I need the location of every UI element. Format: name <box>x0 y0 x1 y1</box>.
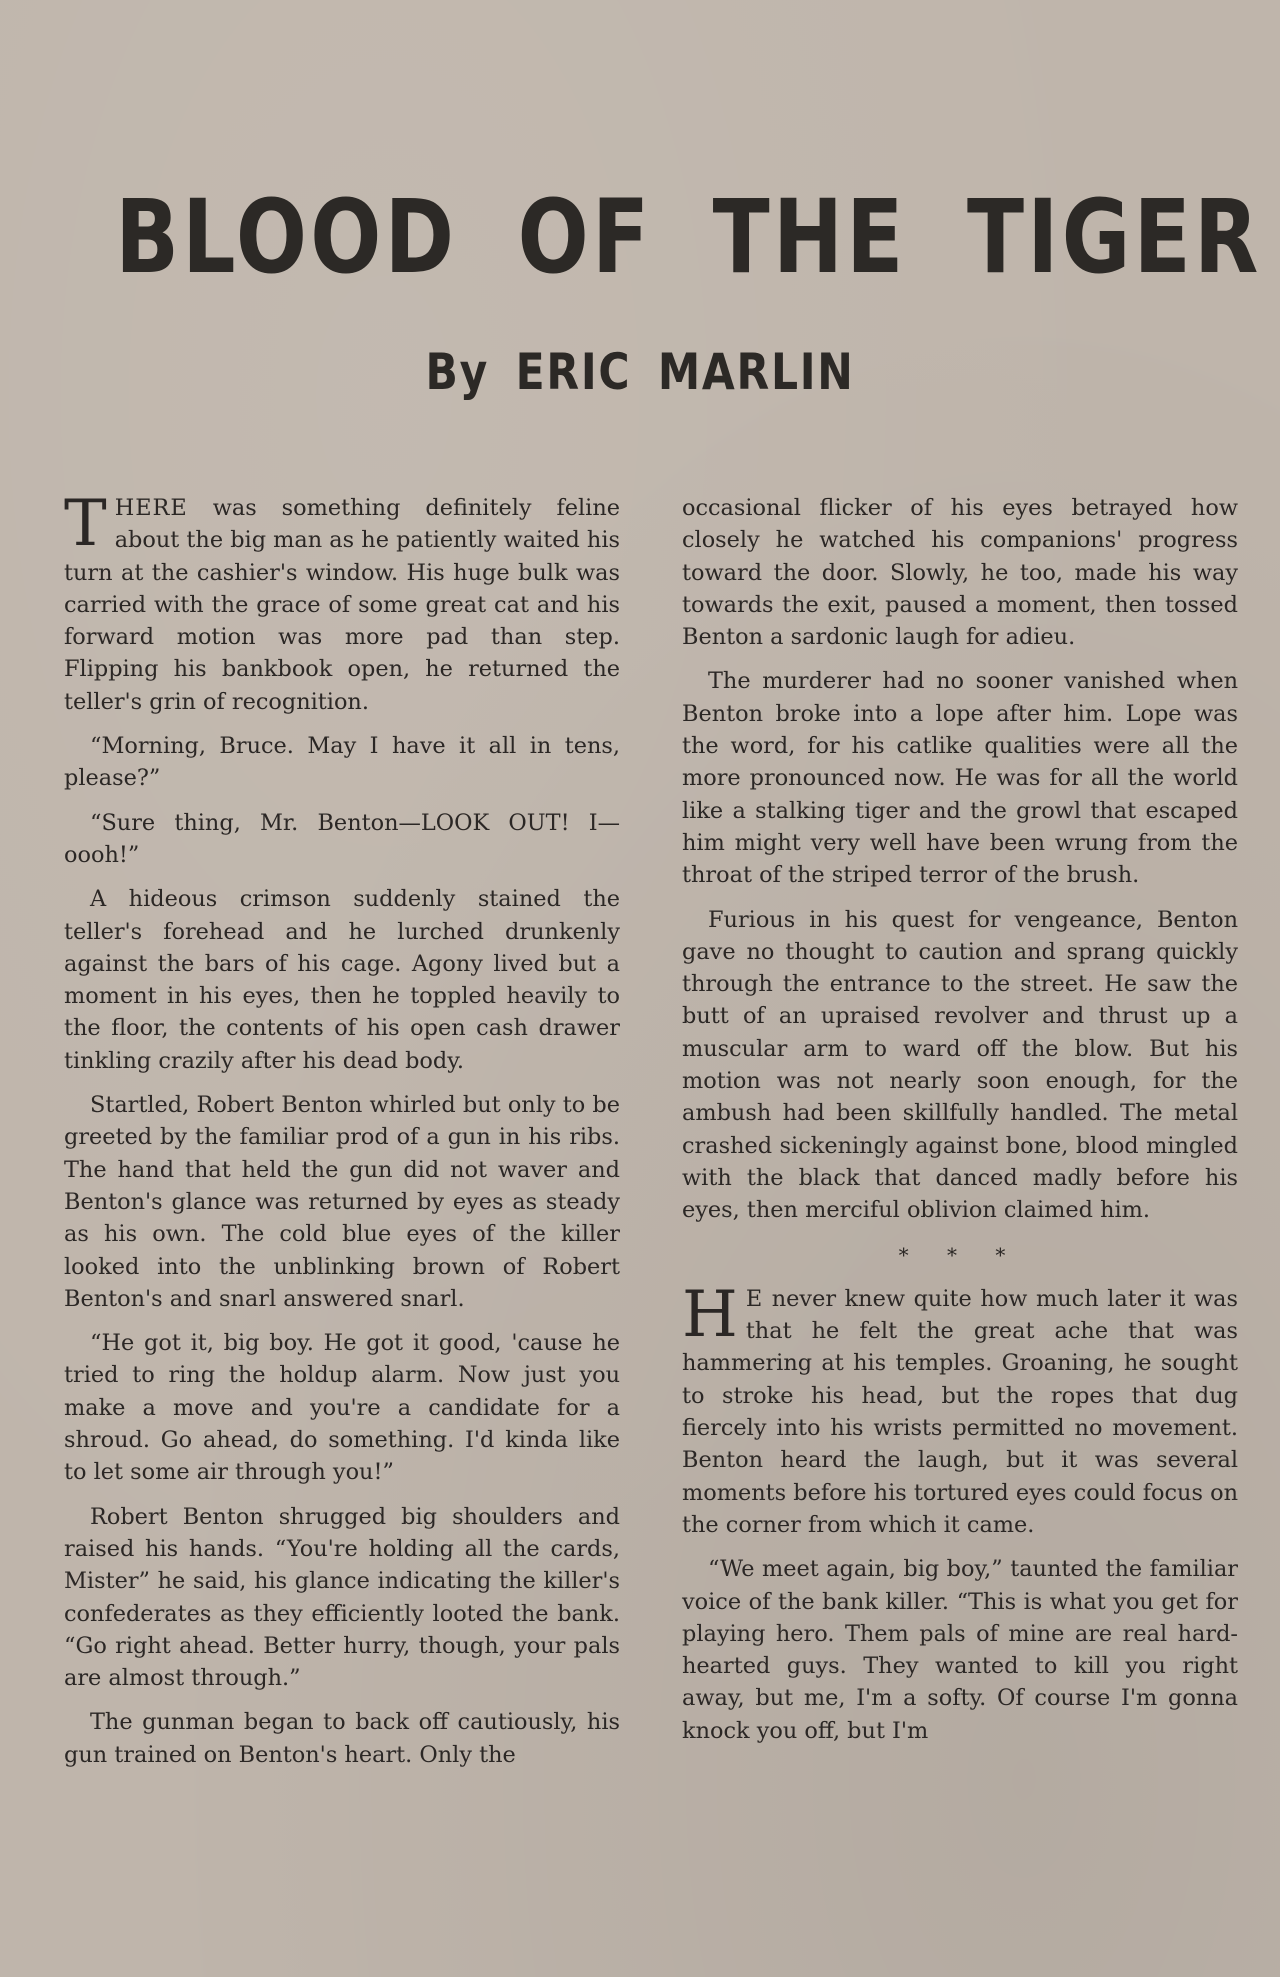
drop-cap: H <box>682 1277 738 1352</box>
section-separator: * * * <box>898 1242 1022 1267</box>
lead-caps: HERE <box>114 495 188 521</box>
paragraph-continued: occasional flicker of his eyes betrayed how closely he watched his companions' progress toward the door. Slowly, he too, made his way towards the exit, paused a moment, then tossed Benton a sardonic laugh for adieu. <box>682 495 1238 651</box>
paragraph-2: The murderer had no sooner vanished when Benton broke into a lope after him. Lope was the word, for his catlike qualities were all the more pronounced now. He was for all the world like a stalking tiger and the growl that escaped him might very well have been wrung from the throat of the striped terror of the brush. <box>682 668 1238 889</box>
paragraph-3: Furious in his quest for vengeance, Benton gave no thought to caution and sprang quickly through the entrance to the street. He saw the butt of an upraised revolver and thrust up a muscular arm to ward off the blow. But his motion was not nearly soon enough, for the ambush had been skillfully handled. The metal crashed sickeningly against bone, blood mingled with the black that danced madly before his eyes, then merciful oblivion claimed him. <box>682 906 1238 1224</box>
paragraph-4 <box>682 1277 1238 1541</box>
article-title: BLOOD OF THE TIGER <box>115 178 1262 297</box>
paragraph-2: “Morning, Bruce. May I have it all in tens, please?” <box>64 733 620 792</box>
paragraph-3: “Sure thing, Mr. Benton—LOOK OUT! I—oooh!” <box>64 809 620 868</box>
left-column <box>64 487 620 1783</box>
paragraph-8: The gunman began to back off cautiously, his gun trained on Benton's heart. Only the <box>64 1709 620 1768</box>
paragraph-7: Robert Benton shrugged big shoulders and raised his hands. “You're holding all the cards, Mister” he said, his glance indicating the killer's confederates as they efficiently looted the bank. “Go right ahead. Better hurry, though, your pals are almost through.” <box>64 1503 620 1692</box>
right-column <box>682 492 1238 1759</box>
article-byline: By ERIC MARLIN <box>425 343 855 401</box>
paragraph-4: A hideous crimson suddenly stained the teller's forehead and he lurched drunkenly against the bars of his cage. Agony lived but a moment in his eyes, then he toppled heavily to the floor, the contents of his open cash drawer tinkling crazily after his dead body. <box>64 886 620 1074</box>
paragraph-text: never knew quite how much later it was that he felt the great ache that was hammering at his temples. Groaning, he sought to stroke his head, but the ropes that dug fiercely into his wrists permitted no movement. Benton heard the laugh, but it was several moments before his tortured eyes could focus on the corner from which it came. <box>682 1285 1238 1538</box>
paragraph-6: “He got it, big boy. He got it good, 'cause he tried to ring the holdup alarm. Now just you make a move and you're a candidate for a shroud. Go ahead, do something. I'd kinda like to let some air through you!” <box>64 1330 620 1486</box>
paragraph-text: was something definitely feline about the big man as he patiently waited his turn at the cashier's window. His huge bulk was carried with the grace of some great cat and his forward motion was more pad than step. Flipping his bankbook open, he returned the teller's grin of recognition. <box>64 495 620 715</box>
paragraph-5: Startled, Robert Benton whirled but only to be greeted by the familiar prod of a gun in his ribs. The hand that held the gun did not waver and Benton's glance was returned by eyes as steady as his own. The cold blue eyes of the killer looked into the unblinking brown of Robert Benton's and snarl answered snarl. <box>64 1092 620 1312</box>
lead-caps: E <box>745 1285 764 1312</box>
paragraph-1 <box>64 487 620 718</box>
paragraph-5: “We meet again, big boy,” taunted the familiar voice of the bank killer. “This is what you get for playing hero. Them pals of mine are real hard-hearted guys. They wanted to kill you right away, but me, I'm a softy. Of course I'm gonna knock you off, but I'm <box>682 1556 1238 1744</box>
drop-cap: T <box>64 487 107 561</box>
